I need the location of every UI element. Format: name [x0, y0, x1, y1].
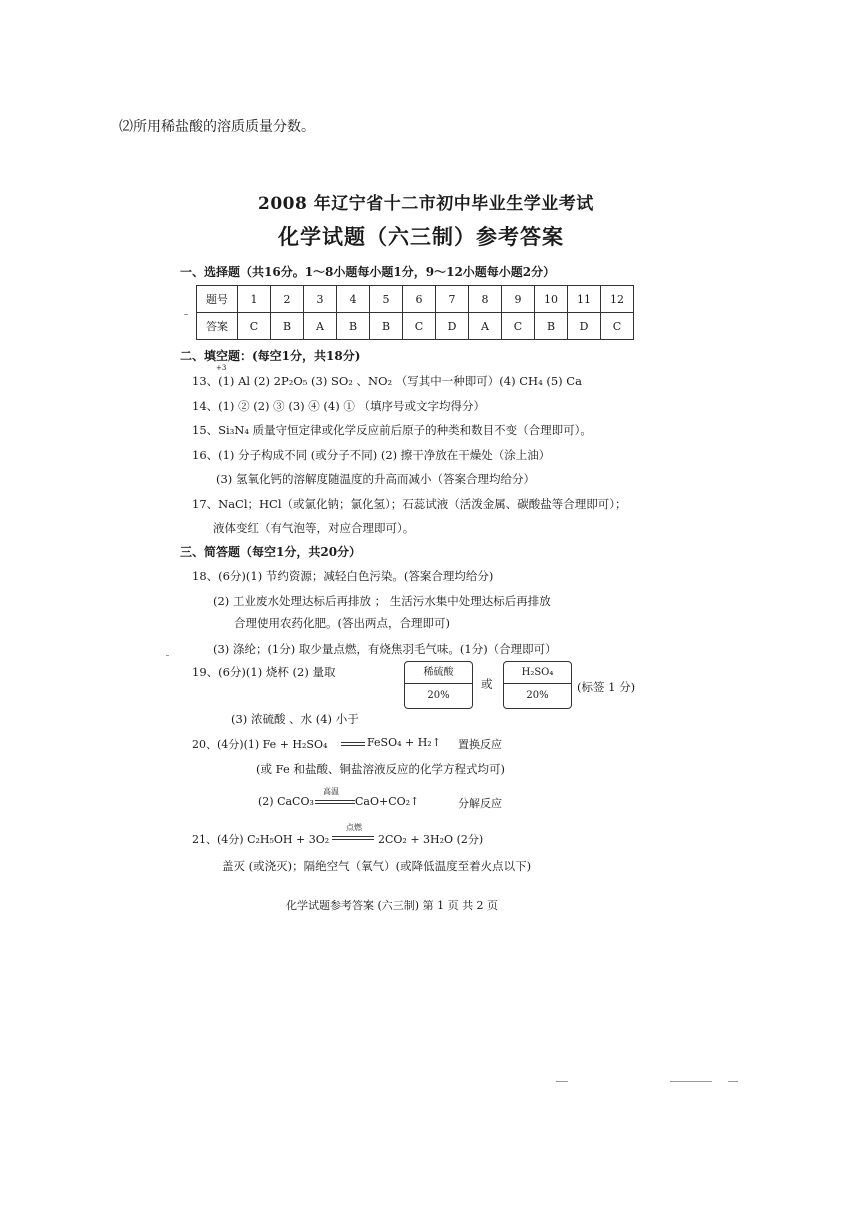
q13-answer: 13、(1) Al (2) 2P₂O₅ (3) SO₂ 、NO₂ （写其中一种即可）(4) CH₄ (5) Ca	[192, 374, 582, 388]
answer-cell: C	[403, 313, 436, 340]
row-label-number: 题号	[197, 286, 238, 313]
q21-answer-note: 盖灭 (或浇灭)；隔绝空气（氧气）(或降低温度至着火点以下)	[222, 859, 532, 873]
question-number: 6	[403, 286, 436, 313]
q20-equation-rhs: FeSO₄ + H₂↑	[367, 736, 441, 749]
answer-table	[196, 285, 634, 340]
q14-answer: 14、(1) ② (2) ③ (3) ④ (4) ① （填序号或文字均得分）	[192, 399, 486, 413]
equals-sign	[341, 742, 365, 746]
answer-key-title: 化学试题（六三制）参考答案	[278, 224, 564, 249]
section2-heading: 二、填空题：(每空1分，共18分)	[180, 349, 361, 363]
q20-2-reaction-type: 分解反应	[458, 797, 502, 810]
answer-cell: B	[271, 313, 304, 340]
table-row-numbers	[197, 286, 634, 313]
q15-answer: 15、Si₃N₄ 质量守恒定律或化学反应前后原子的种类和数目不变（合理即可）。	[192, 423, 592, 437]
answer-cell: A	[304, 313, 337, 340]
q19-answer-line1: 19、(6分)(1) 烧杯 (2) 量取	[192, 665, 336, 679]
scan-speck	[184, 314, 188, 315]
answer-cell: D	[436, 313, 469, 340]
answer-cell: C	[601, 313, 634, 340]
exam-title: 2008 年辽宁省十二市初中毕业生学业考试	[258, 194, 594, 214]
answer-cell: C	[238, 313, 271, 340]
section3-heading: 三、简答题（每空1分，共20分）	[180, 545, 362, 559]
q20-equation-lhs: 20、(4分)(1) Fe + H₂SO₄	[192, 738, 328, 751]
q21-equation-rhs: 2CO₂ + 3H₂O (2分)	[378, 833, 484, 846]
answer-cell: B	[337, 313, 370, 340]
section1-heading: 一、选择题（共16分。1～8小题每小题1分，9～12小题每小题2分）	[180, 265, 556, 279]
valence-superscript: +3	[216, 364, 227, 372]
question-number: 4	[337, 286, 370, 313]
reagent-label-left	[404, 661, 473, 709]
q19-answer-line2: (3) 浓硫酸 、水 (4) 小于	[231, 712, 359, 726]
q16-answer-line1: 16、(1) 分子构成不同 (或分子不同) (2) 擦干净放在干燥处（涂上油）	[192, 448, 551, 462]
q18-answer-line2: (2) 工业废水处理达标后再排放 ； 生活污水集中处理达标后再排放	[213, 594, 551, 608]
question-number: 12	[601, 286, 634, 313]
answer-cell: B	[535, 313, 568, 340]
q17-answer-line1: 17、NaCl；HCl（或氯化钠；氯化氢）；石蕊试液（活泼金属、碳酸盐等合理即可）；	[192, 497, 627, 511]
top-question: ⑵所用稀盐酸的溶质质量分数。	[119, 119, 315, 135]
condition-ignite: 点燃	[346, 823, 362, 832]
question-number: 9	[502, 286, 535, 313]
q16-answer-line2: (3) 氢氧化钙的溶解度随温度的升高而减小（答案合理均给分）	[216, 472, 535, 486]
q20-answer-note: (或 Fe 和盐酸、铜盐溶液反应的化学方程式均可)	[256, 762, 505, 776]
scan-speck	[556, 1081, 568, 1082]
answer-cell: B	[370, 313, 403, 340]
condition-high-temp: 高温	[323, 787, 339, 796]
equals-sign	[332, 836, 374, 840]
label-score: (标签 1 分)	[577, 680, 636, 694]
page-footer: 化学试题参考答案 (六三制) 第 1 页 共 2 页	[286, 899, 499, 912]
label-right-name: H₂SO₄	[504, 662, 571, 684]
q21-equation-lhs: 21、(4分) C₂H₅OH + 3O₂	[192, 833, 330, 846]
answer-cell: A	[469, 313, 502, 340]
scan-speck	[728, 1081, 738, 1082]
answer-cell: D	[568, 313, 601, 340]
question-number: 10	[535, 286, 568, 313]
row-label-answer: 答案	[197, 313, 238, 340]
question-number: 7	[436, 286, 469, 313]
scan-speck	[670, 1081, 712, 1082]
question-number: 8	[469, 286, 502, 313]
equals-sign	[315, 800, 355, 804]
label-left-name: 稀硫酸	[405, 662, 472, 684]
q20-2-equation-lhs: (2) CaCO₃	[258, 795, 314, 808]
label-right-percent: 20%	[526, 690, 549, 701]
q18-answer-line1: 18、(6分)(1) 节约资源；减轻白色污染。(答案合理均给分)	[192, 569, 494, 583]
question-number: 2	[271, 286, 304, 313]
table-row-answers	[197, 313, 634, 340]
question-number: 11	[568, 286, 601, 313]
question-number: 1	[238, 286, 271, 313]
question-number: 3	[304, 286, 337, 313]
question-number: 5	[370, 286, 403, 313]
q17-answer-line2: 液体变红（有气泡等，对应合理即可）。	[213, 521, 415, 535]
q18-answer-line4: (3) 涤纶；(1分) 取少量点燃，有烧焦羽毛气味。(1分)（合理即可）	[213, 642, 557, 656]
answer-cell: C	[502, 313, 535, 340]
q20-reaction-type: 置换反应	[458, 738, 502, 751]
reagent-label-right	[503, 661, 572, 709]
label-or: 或	[481, 677, 493, 691]
q20-2-equation-rhs: CaO+CO₂↑	[355, 795, 420, 808]
label-left-percent: 20%	[427, 690, 450, 701]
q18-answer-line3: 合理使用农药化肥。(答出两点，合理即可)	[234, 616, 450, 630]
scan-speck	[166, 655, 169, 656]
